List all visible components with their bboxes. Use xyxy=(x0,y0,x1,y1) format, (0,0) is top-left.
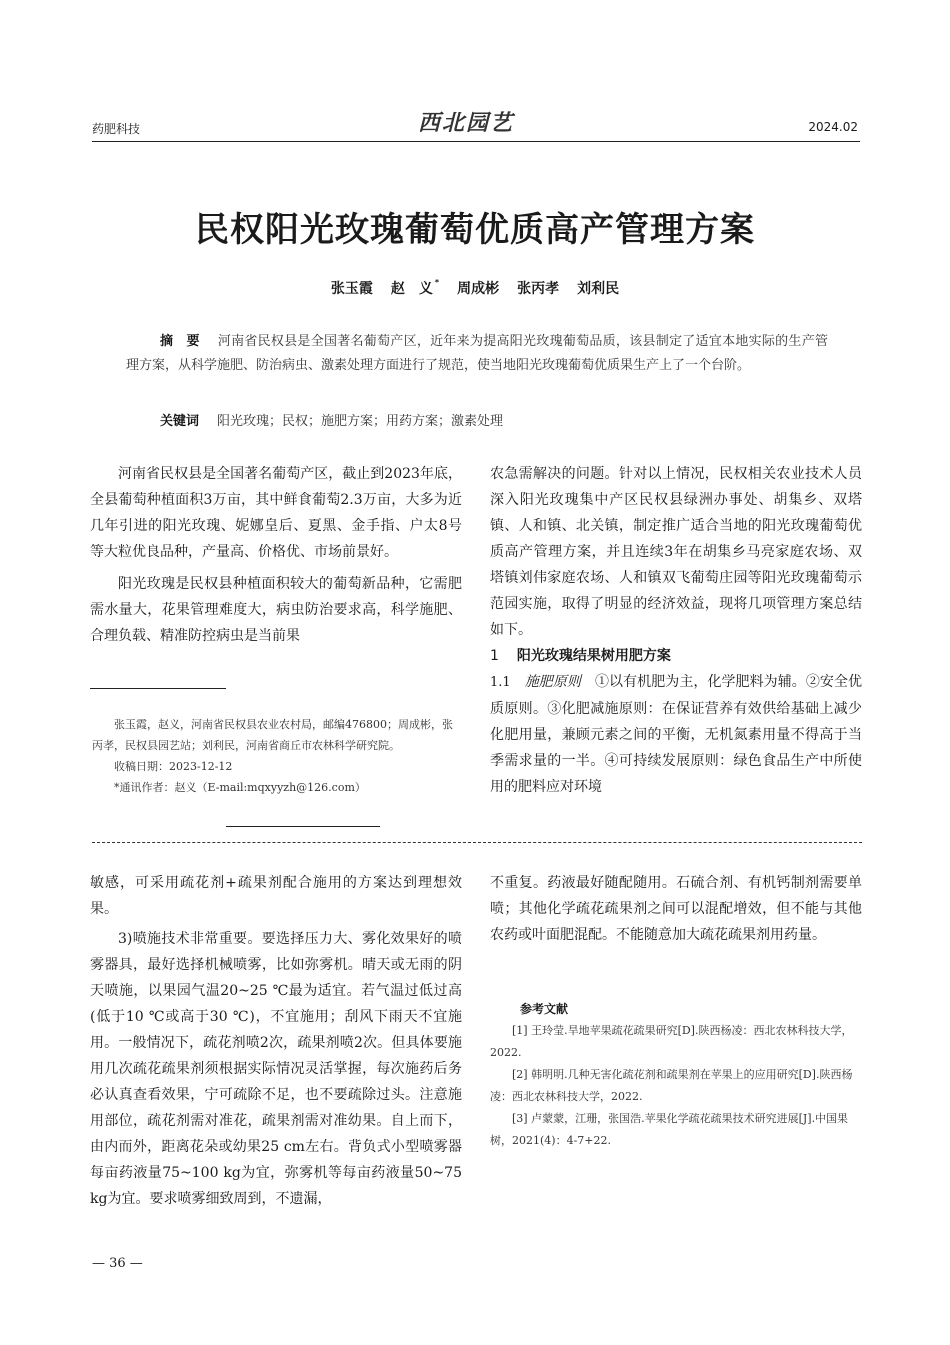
references-title: 参考文献 xyxy=(520,1002,569,1016)
author: 赵 义 * xyxy=(390,278,440,297)
body-column-right-bottom xyxy=(490,870,862,948)
article-title: 民权阳光玫瑰葡萄优质高产管理方案 xyxy=(195,210,755,250)
corresponding-mark: * xyxy=(434,278,440,287)
author: 张丙孝 xyxy=(517,281,560,297)
subsection-text: ①以有机肥为主，化学肥料为辅。②安全优质原则。③化肥减施原则：在保证营养有效供给基础上减少化肥用量，兼顾元素之间的平衡，无机氮素用量不得高于当季需求量的一半。④可持续发展原则：绿色食品生产中所使用的肥料应对环境 xyxy=(490,674,863,795)
paragraph: 3)喷施技术非常重要。要选择压力大、雾化效果好的喷雾器具，最好选择机械喷雾，比如弥雾机。晴天或无雨的阴天喷施，以果园气温20~25 ℃最为适宜。若气温过低过高(低于10 ℃或高于30 ℃)，不宜施用；刮风下雨天不宜施用。一般情况下，疏花剂喷2次，疏果剂喷2次。但具体要施用几次疏花疏果剂须根据实际情况灵活掌握，每次施药后务必认真查看效果，宁可疏除不足，也不要疏除过头。注意施用部位，疏花剂需对准花，疏果剂需对准幼果。自上而下，由内而外，距离花朵或幼果25 cm左右。背负式小型喷雾器每亩药液量75~100 kg为宜，弥雾机等每亩药液量50~75 kg为宜。要求喷雾细致周到，不遗漏， xyxy=(90,931,462,1207)
paragraph: 敏感，可采用疏花剂+疏果剂配合施用的方案达到理想效果。 xyxy=(90,875,462,917)
page-number: — 36 — xyxy=(92,1256,143,1271)
paragraph: 不重复。药液最好随配随用。石硫合剂、有机钙制剂需要单喷；其他化学疏花疏果剂之间可以混配增效，但不能与其他农药或叶面肥混配。不能随意加大疏花疏果剂用药量。 xyxy=(490,875,862,943)
footnote-corresponding: *通讯作者：赵义（E-mail:mqxyyzh@126.com） xyxy=(114,781,366,794)
abstract-label: 摘 要 xyxy=(160,334,200,349)
paragraph: 河南省民权县是全国著名葡萄产区，截止到2023年底，全县葡萄种植面积3万亩，其中鲜食葡萄2.3万亩，大多为近几年引进的阳光玫瑰、妮娜皇后、夏黑、金手指、户太8号等大粒优良品种，产量高、价格优、市场前景好。 xyxy=(90,466,462,560)
author: 张玉霞 xyxy=(330,281,373,297)
reference-item: [1] 王玲莹.旱地苹果疏花疏果研究[D].陕西杨凌：西北农林科技大学，2022. xyxy=(490,1024,853,1059)
body-column-left-top xyxy=(90,461,462,649)
abstract-text: 河南省民权县是全国著名葡萄产区，近年来为提高阳光玫瑰葡萄品质，该县制定了适宜本地实际的生产管理方案，从科学施肥、防治病虫、激素处理方面进行了规范，使当地阳光玫瑰葡萄优质果生产上了一个台阶。 xyxy=(126,334,828,373)
section-title: 阳光玫瑰结果树用肥方案 xyxy=(516,648,671,664)
body-column-left-bottom xyxy=(90,870,462,1212)
header-rule xyxy=(92,141,860,142)
author: 刘利民 xyxy=(577,281,620,297)
footnote-end-rule xyxy=(226,826,380,827)
section-number: 1 xyxy=(490,648,499,664)
body-column-right-top xyxy=(490,461,862,800)
footnote-affiliation: 张玉霞，赵义，河南省民权县农业农村局，邮编476800；周成彬，张丙孝，民权县园艺站；刘利民，河南省商丘市农林科学研究院。 xyxy=(92,718,453,752)
keywords xyxy=(126,410,828,434)
keywords-text: 阳光玫瑰；民权；施肥方案；用药方案；激素处理 xyxy=(217,414,504,429)
journal-logo: 西北园艺 xyxy=(418,110,515,136)
subsection-1-1 xyxy=(490,669,862,800)
keywords-label: 关键词 xyxy=(160,414,200,429)
footnote xyxy=(92,714,462,798)
references-list xyxy=(490,1020,862,1152)
abstract xyxy=(126,330,828,378)
paragraph: 农急需解决的问题。针对以上情况，民权相关农业技术人员深入阳光玫瑰集中产区民权县绿洲办事处、胡集乡、双塔镇、人和镇、北关镇，制定推广适合当地的阳光玫瑰葡萄优质高产管理方案，并且连续3年在胡集乡马亮家庭农场、双塔镇刘伟家庭农场、人和镇双飞葡萄庄园等阳光玫瑰葡萄示范园实施，取得了明显的经济效益，现将几项管理方案总结如下。 xyxy=(490,466,862,638)
author-list xyxy=(0,278,950,298)
page-break-separator xyxy=(92,842,862,843)
reference-item: [2] 韩明明.几种无害化疏花剂和疏果剂在苹果上的应用研究[D].陕西杨凌：西北农林科技大学，2022. xyxy=(490,1068,853,1103)
reference-item: [3] 卢蒙蒙，江珊，张国浩.苹果化学疏花疏果技术研究进展[J].中国果树，2021(4)：4-7+22. xyxy=(490,1112,849,1147)
footnote-received: 收稿日期：2023-12-12 xyxy=(114,760,233,773)
subsection-number: 1.1 xyxy=(490,675,511,690)
footnote-rule xyxy=(90,688,226,689)
author: 周成彬 xyxy=(457,281,500,297)
subsection-title: 施肥原则 xyxy=(524,674,581,690)
paragraph: 阳光玫瑰是民权县种植面积较大的葡萄新品种，它需肥需水量大，花果管理难度大，病虫防治要求高，科学施肥、合理负载、精准防控病虫是当前果 xyxy=(90,576,462,644)
issue-date: 2024.02 xyxy=(808,120,858,134)
running-header-section: 药肥科技 xyxy=(92,122,141,136)
section-heading-1 xyxy=(490,643,862,669)
